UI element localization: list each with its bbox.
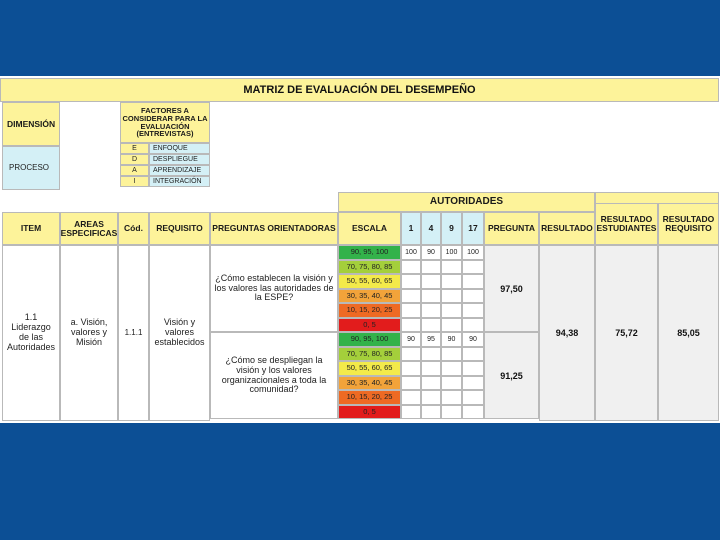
factor-code: D: [120, 154, 149, 165]
evaluation-sheet: [0, 76, 720, 423]
scale-cell: 90, 95, 100: [338, 332, 401, 347]
score-cell: [401, 274, 421, 289]
score-cell: [441, 318, 462, 333]
scale-cell: 70, 75, 80, 85: [338, 347, 401, 362]
cod-cell: 1.1.1: [118, 245, 149, 421]
factor-label: ENFOQUE: [149, 143, 210, 154]
col-preguntas: PREGUNTAS ORIENTADORAS: [210, 212, 338, 245]
scale-cell: 90, 95, 100: [338, 245, 401, 260]
score-cell: [462, 390, 484, 405]
pregunta-result: 91,25: [484, 332, 539, 419]
scale-cell: 70, 75, 80, 85: [338, 260, 401, 275]
score-cell: [421, 289, 441, 304]
col-9: 9: [441, 212, 462, 245]
scale-cell: 50, 55, 60, 65: [338, 274, 401, 289]
factor-label: INTEGRACIÓN: [149, 176, 210, 187]
score-cell: 100: [401, 245, 421, 260]
score-cell: [441, 376, 462, 391]
pregunta-result: 97,50: [484, 245, 539, 332]
score-cell: [401, 289, 421, 304]
scale-cell: 0, 5: [338, 405, 401, 420]
score-cell: [441, 274, 462, 289]
score-cell: [441, 405, 462, 420]
factor-label: APRENDIZAJE: [149, 165, 210, 176]
col-pregunta: PREGUNTA: [484, 212, 539, 245]
score-cell: [421, 390, 441, 405]
factor-label: DESPLIEGUE: [149, 154, 210, 165]
dimension-cell: DIMENSIÓN: [2, 102, 60, 146]
scale-cell: 30, 35, 40, 45: [338, 376, 401, 391]
col-1: 1: [401, 212, 421, 245]
score-cell: [462, 303, 484, 318]
score-cell: [401, 390, 421, 405]
score-cell: 100: [441, 245, 462, 260]
score-cell: [401, 303, 421, 318]
score-cell: [421, 405, 441, 420]
score-cell: [421, 260, 441, 275]
score-cell: [462, 347, 484, 362]
autoridades-header: AUTORIDADES: [338, 192, 595, 212]
score-cell: [441, 289, 462, 304]
score-cell: 90: [401, 332, 421, 347]
score-cell: [462, 361, 484, 376]
factor-code: A: [120, 165, 149, 176]
score-cell: [401, 347, 421, 362]
scale-cell: 10, 15, 20, 25: [338, 303, 401, 318]
score-cell: [421, 361, 441, 376]
factor-code: E: [120, 143, 149, 154]
score-cell: [401, 318, 421, 333]
score-cell: 90: [441, 332, 462, 347]
col-escala: ESCALA: [338, 212, 401, 245]
requisito-cell: Visión y valores establecidos: [149, 245, 210, 421]
scale-cell: 10, 15, 20, 25: [338, 390, 401, 405]
score-cell: [421, 376, 441, 391]
score-cell: 90: [462, 332, 484, 347]
scale-cell: 30, 35, 40, 45: [338, 289, 401, 304]
factor-code: I: [120, 176, 149, 187]
score-cell: [441, 361, 462, 376]
area-cell: a. Visión, valores y Misión: [60, 245, 118, 421]
score-cell: [462, 289, 484, 304]
score-cell: 100: [462, 245, 484, 260]
col-cod: Cód.: [118, 212, 149, 245]
score-cell: [462, 318, 484, 333]
score-cell: [462, 260, 484, 275]
proceso-cell: PROCESO: [2, 146, 60, 190]
score-cell: [441, 303, 462, 318]
col-areas: AREAS ESPECIFICAS: [60, 212, 118, 245]
score-cell: [462, 405, 484, 420]
score-cell: [441, 347, 462, 362]
col-requisito: REQUISITO: [149, 212, 210, 245]
score-cell: 95: [421, 332, 441, 347]
score-cell: [441, 260, 462, 275]
col-resultado: RESULTADO: [539, 212, 595, 245]
score-cell: [421, 274, 441, 289]
resultado-estudiantes-cell: 75,72: [595, 245, 658, 421]
score-cell: [462, 376, 484, 391]
title-bar: [0, 78, 719, 102]
resultado-requisito-cell: 85,05: [658, 245, 719, 421]
score-cell: [462, 274, 484, 289]
page-title: MATRIZ DE EVALUACIÓN DEL DESEMPEÑO: [243, 84, 476, 96]
col-17: 17: [462, 212, 484, 245]
score-cell: [421, 347, 441, 362]
question-text: ¿Cómo establecen la visión y los valores las autoridades de la ESPE?: [210, 245, 338, 332]
scale-cell: 0, 5: [338, 318, 401, 333]
score-cell: [401, 260, 421, 275]
resultado-cell: 94,38: [539, 245, 595, 421]
score-cell: 90: [421, 245, 441, 260]
score-cell: [421, 318, 441, 333]
score-cell: [401, 376, 421, 391]
score-cell: [401, 405, 421, 420]
item-cell: 1.1 Liderazgo de las Autoridades: [2, 245, 60, 421]
col-resultado-estudiantes: RESULTADO ESTUDIANTES: [595, 203, 658, 245]
factores-header: FACTORES A CONSIDERAR PARA LA EVALUACIÓN (ENTREVISTAS): [120, 102, 210, 143]
score-cell: [421, 303, 441, 318]
question-text: ¿Cómo se despliegan la visión y los valores organizacionales a toda la comunidad?: [210, 332, 338, 419]
col-resultado-requisito: RESULTADO REQUISITO: [658, 203, 719, 245]
score-cell: [401, 361, 421, 376]
col-4: 4: [421, 212, 441, 245]
scale-cell: 50, 55, 60, 65: [338, 361, 401, 376]
score-cell: [441, 390, 462, 405]
col-item: ITEM: [2, 212, 60, 245]
